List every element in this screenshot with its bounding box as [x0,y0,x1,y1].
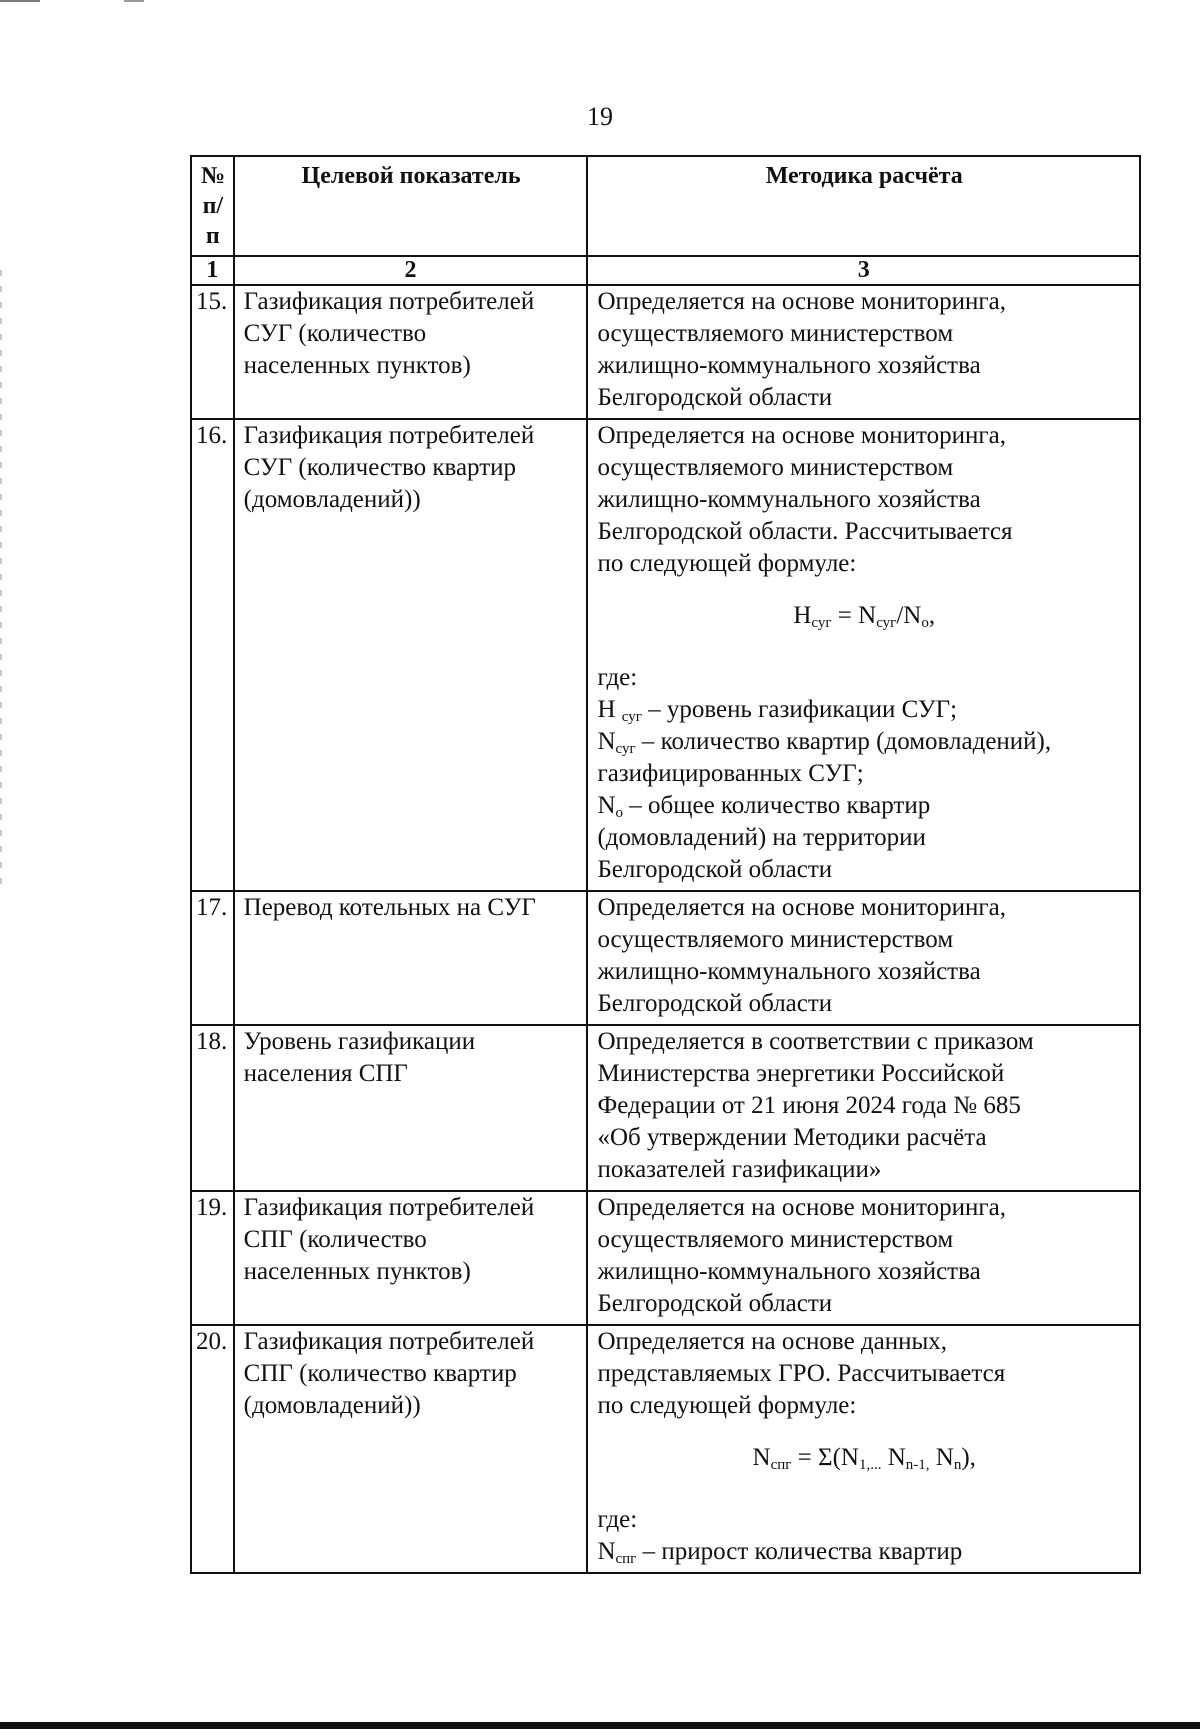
indicator-cell [234,285,588,419]
indicator-line: Газификация потребителей [243,1194,535,1221]
indicator-line: СУГ (количество [243,320,427,347]
methodology-cell [587,1025,1140,1191]
definition-line: $N_{суг}$ – количество квартир (домовладений), [597,728,1052,757]
methodology-line: по следующей формуле: [597,550,857,577]
table-row [191,1325,1140,1573]
indicator-line: СУГ (количество квартир [243,454,517,481]
methodology-line: Белгородской области [597,990,833,1017]
table-row [191,1191,1140,1325]
methodology-line: Белгородской области. Рассчитывается [597,518,1013,545]
column-index-row [191,256,1140,285]
methodology-line: показателей газификации» [597,1156,882,1183]
methodology-line: Определяется на основе мониторинга, [597,422,1006,449]
methodology-line: Определяется на основе данных, [597,1328,948,1355]
definition-line: газифицированных СУГ; [597,760,864,787]
scan-artifact-top-mark [124,0,144,2]
row-number: 17. [191,891,234,1025]
methodology-cell [587,1191,1140,1325]
header-indicator: Целевой показатель [234,156,588,256]
indicators-table [190,155,1141,1574]
methodology-line: Определяется на основе мониторинга, [597,894,1006,921]
indicator-line: населенных пунктов) [243,1258,471,1285]
table-row [191,419,1140,891]
methodology-line: жилищно-коммунального хозяйства [597,486,981,513]
indicator-line: Перевод котельных на СУГ [243,894,536,921]
formula-suf-level: $H_{суг} = N_{суг}/N_о$, [793,602,936,631]
indicator-cell [234,419,588,891]
definition-line: (домовладений) на территории [597,824,926,851]
methodology-line: жилищно-коммунального хозяйства [597,1258,981,1285]
definition-line: Белгородской области [597,856,833,883]
column-index-2: 2 [234,256,588,285]
methodology-line: жилищно-коммунального хозяйства [597,958,981,985]
indicator-line: Газификация потребителей [243,1328,535,1355]
row-number: 18. [191,1025,234,1191]
indicator-cell [234,1025,588,1191]
table-header-row [191,156,1140,256]
where-label: где: [597,664,638,691]
methodology-line: по следующей формуле: [597,1392,857,1419]
row-number: 16. [191,419,234,891]
scan-bottom-border [0,1722,1200,1729]
methodology-cell [587,891,1140,1025]
row-number: 15. [191,285,234,419]
methodology-cell [587,1325,1140,1573]
methodology-line: осуществляемого министерством [597,454,954,481]
indicator-line: населенных пунктов) [243,352,471,379]
scan-artifact-left-edge [0,270,2,890]
definition-line: $N_о$ – общее количество квартир [597,792,931,821]
methodology-line: Определяется на основе мониторинга, [597,1194,1006,1221]
where-label: где: [597,1506,638,1533]
indicator-line: (домовладений)) [243,486,421,513]
methodology-line: представляемых ГРО. Рассчитывается [597,1360,1006,1387]
indicator-line: СПГ (количество квартир [243,1360,517,1387]
header-methodology: Методика расчёта [587,156,1140,256]
methodology-cell [587,285,1140,419]
column-index-3: 3 [587,256,1140,285]
indicator-line: Газификация потребителей [243,422,535,449]
header-num: № п/п [191,156,234,256]
indicator-line: СПГ (количество [243,1226,427,1253]
indicator-line: населения СПГ [243,1060,408,1087]
methodology-line: Министерства энергетики Российской [597,1060,1005,1087]
methodology-line: осуществляемого министерством [597,320,954,347]
indicator-cell [234,1191,588,1325]
indicator-cell [234,891,588,1025]
methodology-line: Федерации от 21 июня 2024 года № 685 [597,1092,1021,1119]
methodology-line: Определяется в соответствии с приказом [597,1028,1034,1055]
indicator-cell [234,1325,588,1573]
table-row [191,891,1140,1025]
methodology-line: Белгородской области [597,1290,833,1317]
row-number: 20. [191,1325,234,1573]
scan-artifact-top-left [0,0,40,2]
indicator-line: Газификация потребителей [243,288,535,315]
table-row [191,1025,1140,1191]
methodology-cell [587,419,1140,891]
methodology-line: «Об утверждении Методики расчёта [597,1124,987,1151]
definition-line: $N_{спг}$ – прирост количества квартир [597,1538,963,1567]
definition-line: H $_{суг}$ – уровень газификации СУГ; [597,696,958,725]
methodology-line: жилищно-коммунального хозяйства [597,352,981,379]
methodology-line: осуществляемого министерством [597,1226,954,1253]
column-index-1: 1 [191,256,234,285]
methodology-line: Белгородской области [597,384,833,411]
methodology-line: Определяется на основе мониторинга, [597,288,1006,315]
indicator-line: Уровень газификации [243,1028,476,1055]
table-row [191,285,1140,419]
row-number: 19. [191,1191,234,1325]
formula-lng-sum: $N_{спг} = \Sigma(N_{1,...}$ $N_{n-1,}$ $N_n$), [752,1444,976,1473]
indicator-line: (домовладений)) [243,1392,421,1419]
methodology-line: осуществляемого министерством [597,926,954,953]
page-number: 19 [587,102,613,131]
